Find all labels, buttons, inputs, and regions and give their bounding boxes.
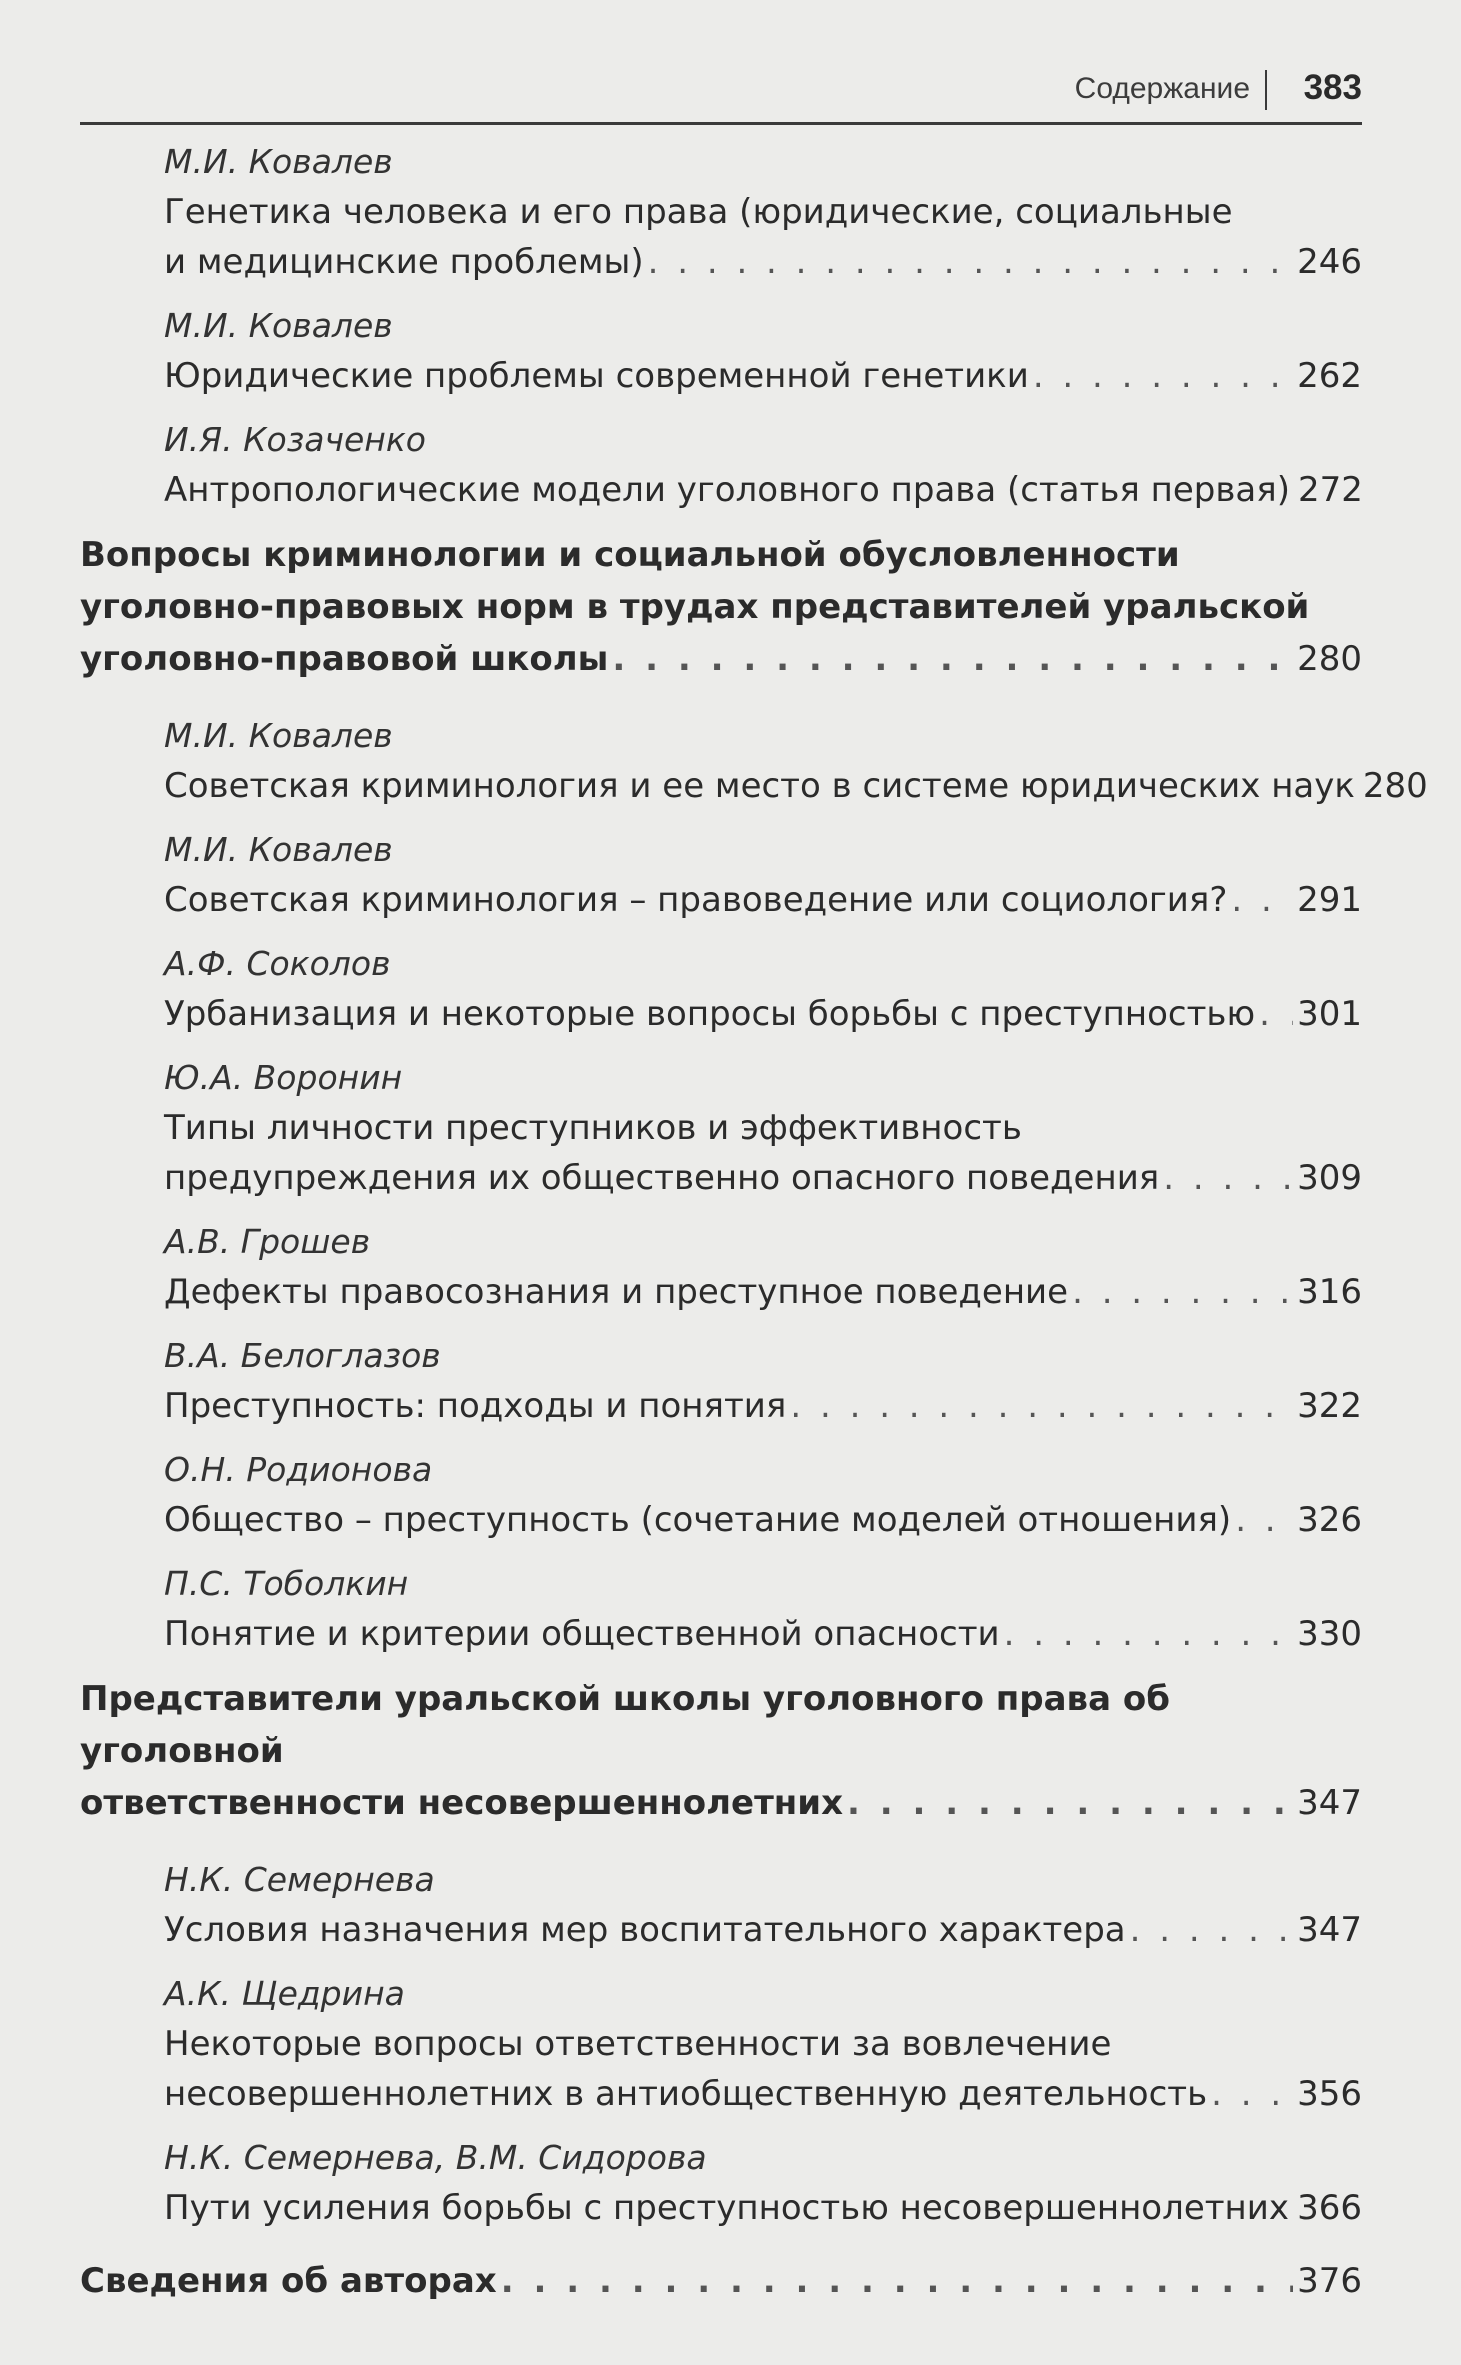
entry-title-leader xyxy=(164,237,1362,287)
toc-entry[interactable] xyxy=(164,1331,1362,1431)
entry-page-number: 280 xyxy=(1362,766,1428,806)
entry-title-leader xyxy=(164,1153,1362,1203)
dot-leader xyxy=(1259,989,1293,1039)
section-page-number: 280 xyxy=(1297,639,1362,679)
dot-leader xyxy=(847,1777,1293,1829)
section-title-line: Представители уральской школы уголовного права об уголовной xyxy=(80,1679,1170,1771)
toc-section[interactable] xyxy=(80,1673,1362,1829)
entry-author: А.В. Грошев xyxy=(164,1222,371,1261)
toc-entry[interactable] xyxy=(164,1053,1362,1203)
entry-title-line: несовершеннолетних в антиобщественную деятельность xyxy=(164,2074,1208,2114)
entry-title-leader xyxy=(164,2183,1362,2233)
toc-entry[interactable] xyxy=(164,939,1362,1039)
section-title-line: ответственности несовершеннолетних xyxy=(80,1783,844,1823)
toc-entry[interactable] xyxy=(164,415,1362,515)
entry-title-line: Советская криминология – правоведение или социология? xyxy=(164,880,1228,920)
toc-entry[interactable] xyxy=(164,1445,1362,1545)
entry-title-line: Условия назначения мер воспитательного характера xyxy=(164,1910,1126,1950)
entry-title-leader xyxy=(164,1267,1362,1317)
entry-title-leader xyxy=(164,1609,1362,1659)
entry-title-line: Пути усиления борьбы с преступностью несовершеннолетних xyxy=(164,2188,1290,2228)
entry-author: Н.К. Семернева, В.М. Сидорова xyxy=(164,2138,707,2177)
running-head-title: Содержание xyxy=(1074,72,1250,105)
entry-author: Ю.А. Воронин xyxy=(164,1058,403,1097)
running-head xyxy=(80,60,1362,125)
section-title-line: уголовно-правовой школы xyxy=(80,639,609,679)
entry-author: А.Ф. Соколов xyxy=(164,944,391,983)
section-page-number: 347 xyxy=(1297,1783,1362,1823)
section-title-leader xyxy=(80,1777,1362,1829)
table-of-contents xyxy=(80,137,1428,2307)
section-title-leader xyxy=(80,633,1362,685)
entry-page-number: 272 xyxy=(1297,470,1363,510)
entry-title-line: и медицинские проблемы) xyxy=(164,242,644,282)
section-page-number: 376 xyxy=(1297,2261,1362,2301)
dot-leader xyxy=(1033,351,1293,401)
entry-title-leader xyxy=(164,1905,1362,1955)
section-title-line: Сведения об авторах xyxy=(80,2261,497,2301)
entry-page-number: 330 xyxy=(1297,1614,1362,1654)
entry-title-leader xyxy=(164,989,1362,1039)
section-title-leader xyxy=(80,2255,1362,2307)
section-title-line: Вопросы криминологии и социальной обусловленности xyxy=(80,535,1180,575)
entry-title-line: Преступность: подходы и понятия xyxy=(164,1386,787,1426)
entry-title-line: Советская криминология и ее место в системе юридических наук xyxy=(164,766,1355,806)
entry-author: П.С. Тоболкин xyxy=(164,1564,409,1603)
entry-title-leader xyxy=(164,761,1428,811)
entry-title-line: Общество – преступность (сочетание моделей отношения) xyxy=(164,1500,1232,1540)
entry-page-number: 356 xyxy=(1297,2074,1362,2114)
toc-entry[interactable] xyxy=(164,1969,1362,2119)
toc-entry[interactable] xyxy=(164,711,1428,811)
dot-leader xyxy=(1130,1905,1293,1955)
entry-title-line: Некоторые вопросы ответственности за вовлечение xyxy=(164,2024,1112,2064)
dot-leader xyxy=(1211,2069,1293,2119)
entry-author: М.И. Ковалев xyxy=(164,306,393,345)
toc-entry[interactable] xyxy=(164,2133,1362,2233)
entry-title-line: Юридические проблемы современной генетики xyxy=(164,356,1029,396)
toc-entry[interactable] xyxy=(164,1217,1362,1317)
entry-author: О.Н. Родионова xyxy=(164,1450,433,1489)
toc-section[interactable] xyxy=(80,2255,1362,2307)
entry-author: И.Я. Козаченко xyxy=(164,420,426,459)
running-head-separator xyxy=(1265,70,1267,110)
entry-title-leader xyxy=(164,875,1362,925)
toc-entry[interactable] xyxy=(164,1559,1362,1659)
entry-author: М.И. Ковалев xyxy=(164,716,393,755)
entry-page-number: 326 xyxy=(1297,1500,1362,1540)
entry-author: М.И. Ковалев xyxy=(164,830,393,869)
toc-entry[interactable] xyxy=(164,1855,1362,1955)
entry-title-leader xyxy=(164,2069,1362,2119)
toc-section[interactable] xyxy=(80,529,1362,685)
entry-author: В.А. Белоглазов xyxy=(164,1336,441,1375)
entry-title-line: Типы личности преступников и эффективность xyxy=(164,1108,1022,1148)
dot-leader xyxy=(790,1381,1293,1431)
entry-author: А.К. Щедрина xyxy=(164,1974,405,2013)
entry-title-leader xyxy=(164,465,1362,515)
entry-page-number: 316 xyxy=(1297,1272,1362,1312)
entry-title-line: Генетика человека и его права (юридические, социальные xyxy=(164,192,1233,232)
entry-title-line: предупреждения их общественно опасного поведения xyxy=(164,1158,1160,1198)
dot-leader xyxy=(1004,1609,1293,1659)
entry-page-number: 291 xyxy=(1297,880,1362,920)
toc-entry[interactable] xyxy=(164,301,1362,401)
dot-leader xyxy=(501,2255,1293,2307)
dot-leader xyxy=(648,237,1294,287)
dot-leader xyxy=(612,633,1293,685)
dot-leader xyxy=(1072,1267,1293,1317)
entry-title-line: Урбанизация и некоторые вопросы борьбы с преступностью xyxy=(164,994,1256,1034)
dot-leader xyxy=(1163,1153,1293,1203)
entry-title-line: Понятие и критерии общественной опасности xyxy=(164,1614,1000,1654)
entry-title-line: Дефекты правосознания и преступное поведение xyxy=(164,1272,1069,1312)
dot-leader xyxy=(1231,875,1293,925)
entry-page-number: 246 xyxy=(1297,242,1362,282)
book-page xyxy=(80,60,1428,2333)
entry-title-line: Антропологические модели уголовного права (статья первая) xyxy=(164,470,1290,510)
entry-author: М.И. Ковалев xyxy=(164,142,393,181)
entry-title-leader xyxy=(164,351,1362,401)
entry-author: Н.К. Семернева xyxy=(164,1860,435,1899)
entry-page-number: 347 xyxy=(1297,1910,1362,1950)
dot-leader xyxy=(1235,1495,1293,1545)
entry-title-leader xyxy=(164,1495,1362,1545)
entry-page-number: 322 xyxy=(1297,1386,1362,1426)
entry-title-leader xyxy=(164,1381,1362,1431)
entry-page-number: 309 xyxy=(1297,1158,1362,1198)
page-number: 383 xyxy=(1303,68,1362,107)
toc-entry[interactable] xyxy=(164,137,1362,287)
entry-page-number: 366 xyxy=(1297,2188,1362,2228)
entry-page-number: 301 xyxy=(1297,994,1362,1034)
section-title-line: уголовно-правовых норм в трудах представителей уральской xyxy=(80,587,1310,627)
toc-entry[interactable] xyxy=(164,825,1362,925)
entry-page-number: 262 xyxy=(1297,356,1362,396)
